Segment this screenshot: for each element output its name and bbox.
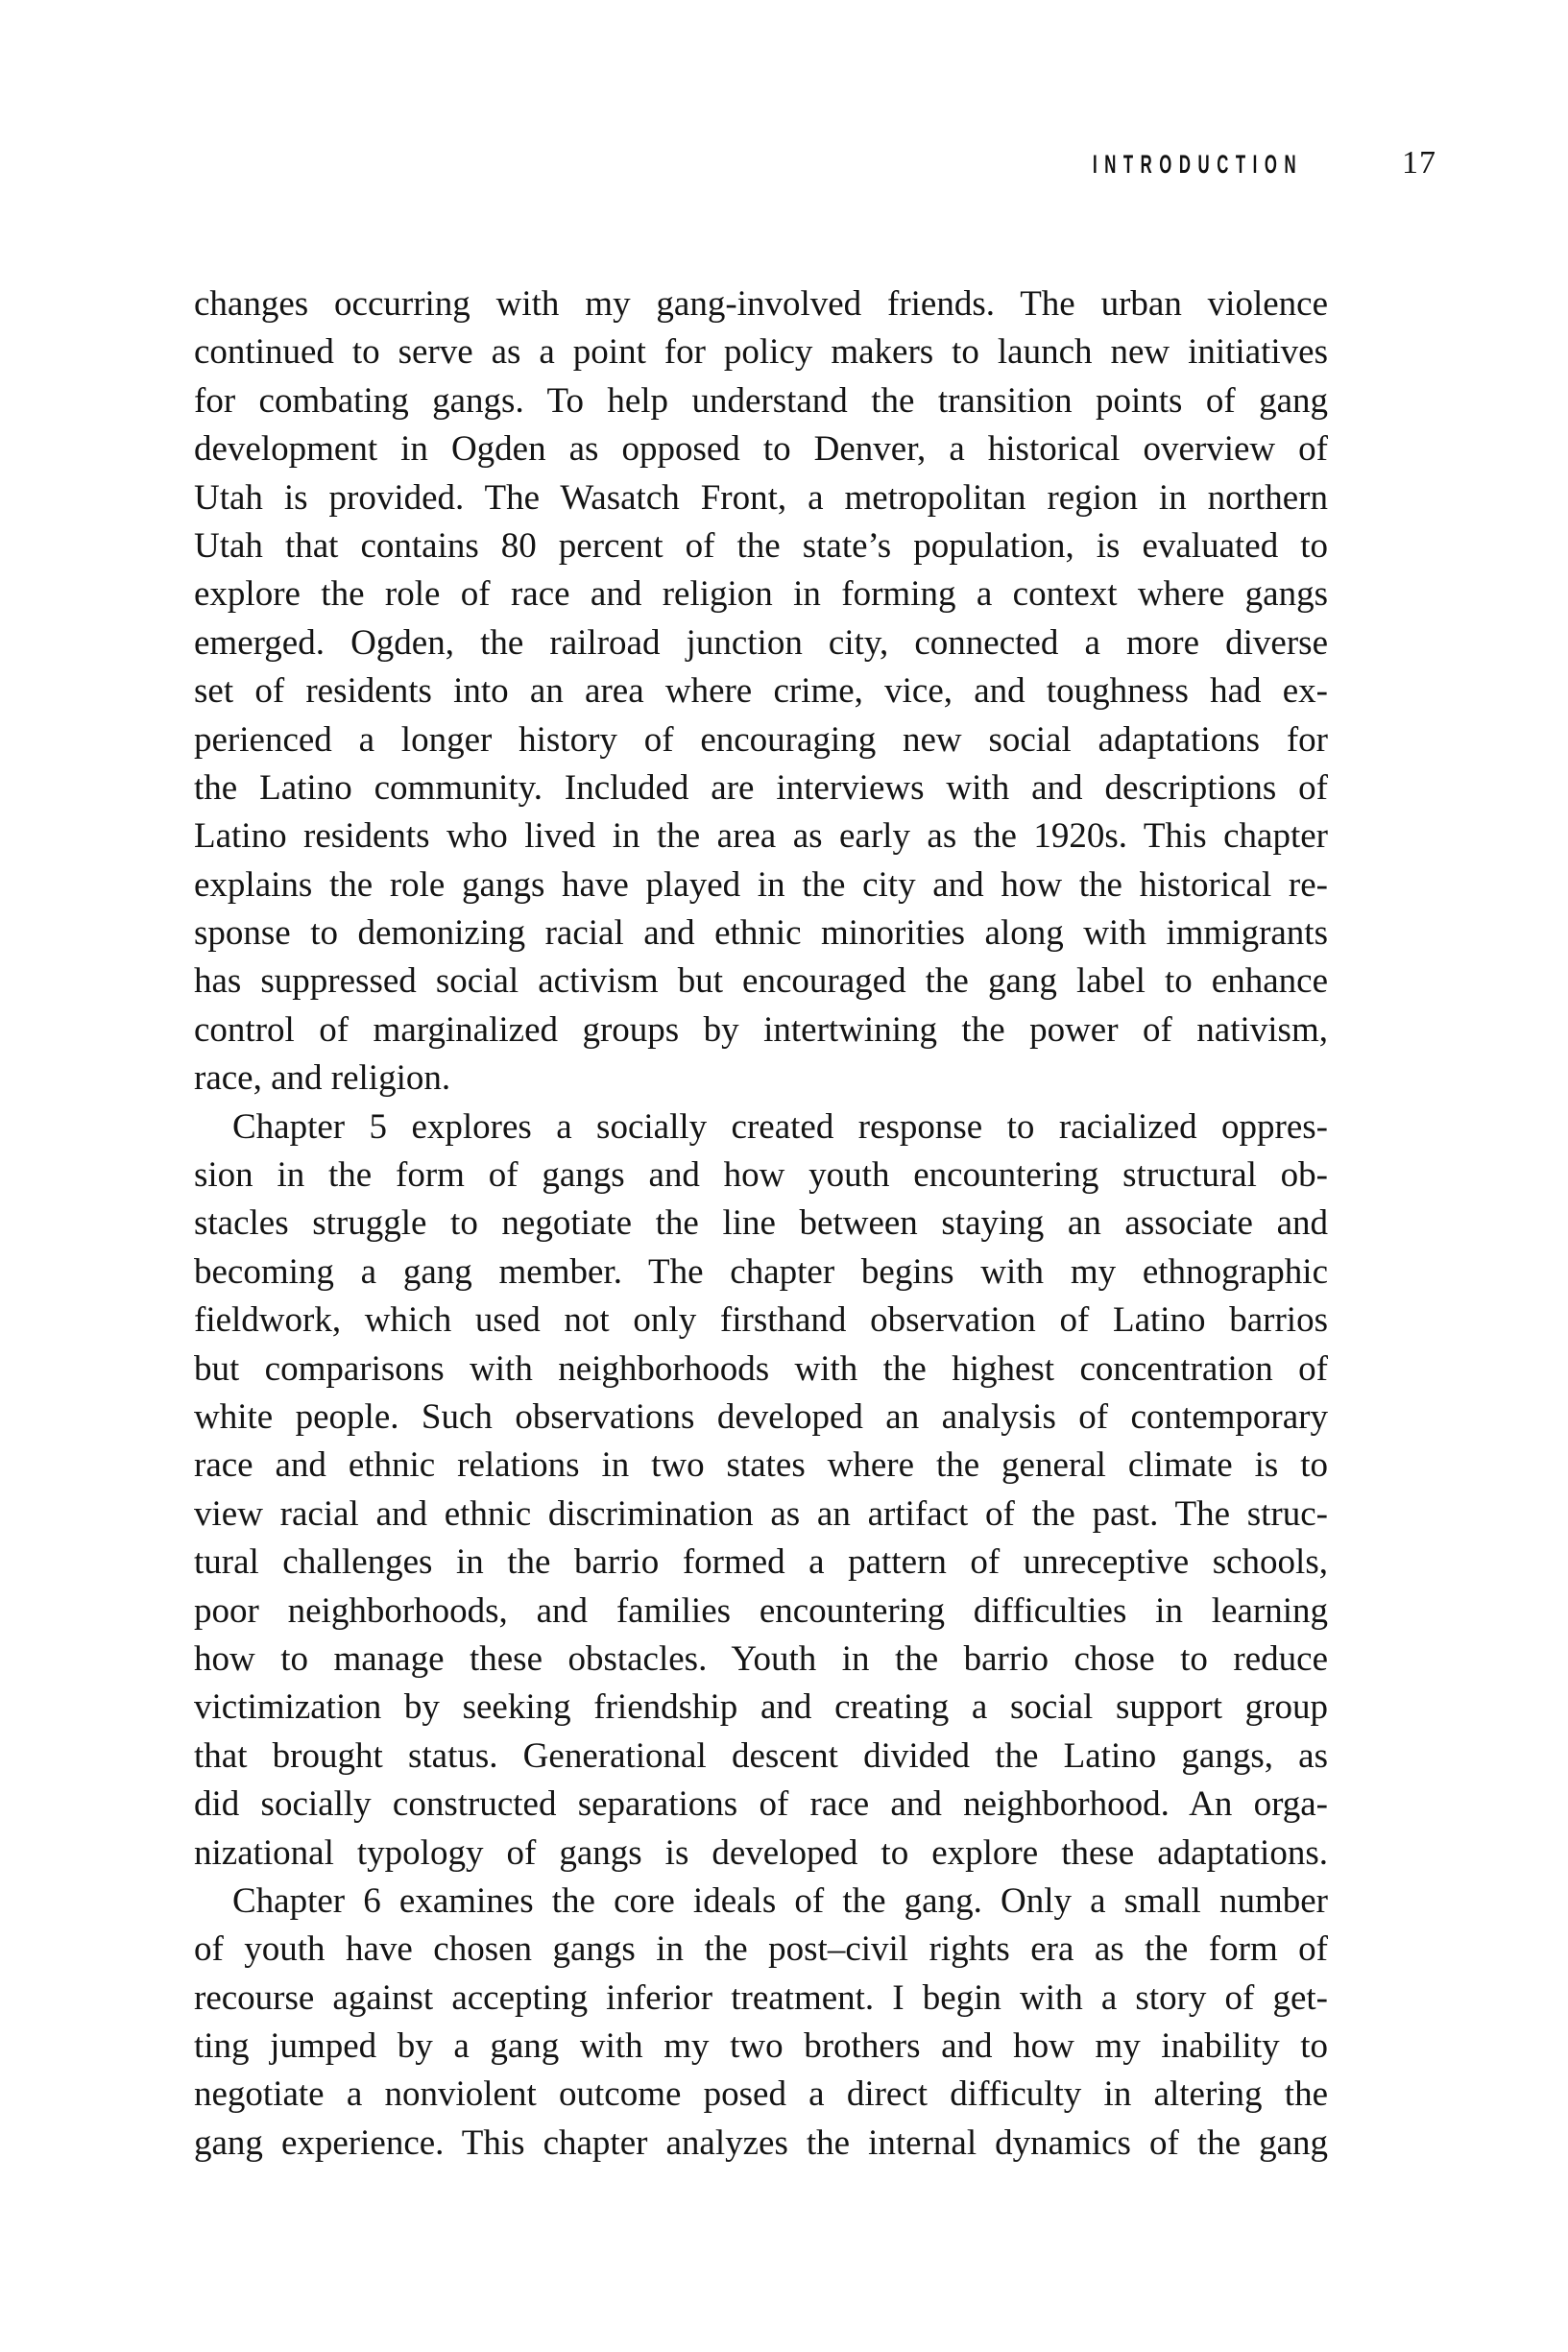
- text-line: poor neighborhoods, and families encountering difficulties in learning: [194, 1590, 1328, 1631]
- running-head: INTRODUCTION: [1093, 150, 1304, 179]
- text-line: how to manage these obstacles. Youth in the barrio chose to reduce: [194, 1638, 1328, 1679]
- text-line: sponse to demonizing racial and ethnic minorities along with immigrants: [194, 913, 1328, 954]
- text-line: becoming a gang member. The chapter begins with my ethnographic: [194, 1251, 1328, 1292]
- text-line: nizational typology of gangs is developed to explore these adaptations.: [194, 1832, 1328, 1873]
- text-line: view racial and ethnic discrimination as an artifact of the past. The struc-: [194, 1493, 1328, 1534]
- text-line: white people. Such observations developed an analysis of contemporary: [194, 1396, 1328, 1437]
- text-line: but comparisons with neighborhoods with the highest concentration of: [194, 1348, 1328, 1389]
- text-line: development in Ogden as opposed to Denver, a historical overview of: [194, 429, 1328, 470]
- text-line: Chapter 5 explores a socially created response to racialized oppres-: [232, 1106, 1328, 1147]
- text-line: ting jumped by a gang with my two brothers and how my inability to: [194, 2026, 1328, 2067]
- text-line: has suppressed social activism but encouraged the gang label to enhance: [194, 961, 1328, 1002]
- paragraph: [194, 280, 1328, 1103]
- text-line: explore the role of race and religion in forming a context where gangs: [194, 574, 1328, 615]
- text-line: of youth have chosen gangs in the post–civil rights era as the form of: [194, 1929, 1328, 1970]
- text-line: Utah that contains 80 percent of the state’s population, is evaluated to: [194, 525, 1328, 566]
- text-line: sion in the form of gangs and how youth encountering structural ob-: [194, 1155, 1328, 1196]
- text-line: fieldwork, which used not only firsthand observation of Latino barrios: [194, 1300, 1328, 1341]
- text-line: changes occurring with my gang-involved friends. The urban violence: [194, 284, 1328, 324]
- text-line: explains the role gangs have played in the city and how the historical re-: [194, 864, 1328, 905]
- text-line: tural challenges in the barrio formed a pattern of unreceptive schools,: [194, 1542, 1328, 1583]
- text-line: the Latino community. Included are interviews with and descriptions of: [194, 767, 1328, 808]
- text-line: set of residents into an area where crime, vice, and toughness had ex-: [194, 671, 1328, 712]
- text-line: recourse against accepting inferior treatment. I begin with a story of get-: [194, 1977, 1328, 2018]
- body-text: [194, 280, 1328, 2168]
- text-line: Chapter 6 examines the core ideals of the gang. Only a small number: [232, 1880, 1328, 1921]
- text-line: Latino residents who lived in the area as early as the 1920s. This chapter: [194, 816, 1328, 857]
- text-line: continued to serve as a point for policy makers to launch new initiatives: [194, 332, 1328, 373]
- text-line: race and ethnic relations in two states where the general climate is to: [194, 1445, 1328, 1486]
- text-line: victimization by seeking friendship and creating a social support group: [194, 1687, 1328, 1728]
- text-line: race, and religion.: [194, 1058, 451, 1099]
- text-line: that brought status. Generational descent divided the Latino gangs, as: [194, 1735, 1328, 1776]
- text-line: stacles struggle to negotiate the line between staying an associate and: [194, 1203, 1328, 1244]
- text-line: gang experience. This chapter analyzes the internal dynamics of the gang: [194, 2122, 1328, 2163]
- text-line: for combating gangs. To help understand the transition points of gang: [194, 380, 1328, 421]
- text-line: did socially constructed separations of race and neighborhood. An orga-: [194, 1784, 1328, 1825]
- text-line: perienced a longer history of encouraging new social adaptations for: [194, 719, 1328, 760]
- paragraph: [194, 1103, 1328, 1878]
- text-line: control of marginalized groups by intertwining the power of nativism,: [194, 1009, 1328, 1050]
- text-line: Utah is provided. The Wasatch Front, a metropolitan region in northern: [194, 477, 1328, 518]
- page-number: 17: [1402, 145, 1436, 181]
- text-line: emerged. Ogden, the railroad junction city, connected a more diverse: [194, 622, 1328, 663]
- text-line: negotiate a nonviolent outcome posed a direct difficulty in altering the: [194, 2074, 1328, 2115]
- paragraph: [194, 1878, 1328, 2168]
